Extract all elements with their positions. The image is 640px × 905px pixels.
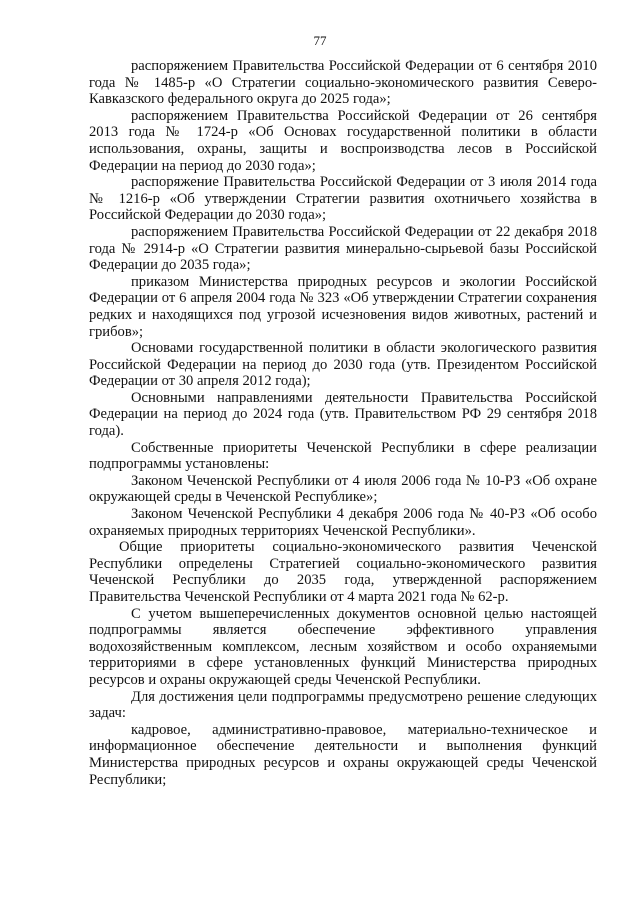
paragraph: Законом Чеченской Республики от 4 июля 2006 года № 10-РЗ «Об охране окружающей среды в Чеченской Республике»; [89,472,597,506]
page-number: 77 [313,33,327,48]
paragraph: Основами государственной политики в области экологического развития Российской Федерации на период до 2030 года (утв. Президентом Российской Федерации от 30 апреля 2012 года); [89,340,597,390]
document-body [89,58,597,788]
paragraph: Общие приоритеты социально-экономического развития Чеченской Республики определены Стратегией социально-экономического развития Чеченской Республики до 2035 года, утвержденной распоряжением Правительства Чеченской Республики от 4 марта 2021 года № 62-р. [89,539,597,605]
paragraph: Для достижения цели подпрограммы предусмотрено решение следующих задач: [89,688,597,722]
paragraph: кадровое, административно-правовое, материально-техническое и информационное обеспечение деятельности и выполнения функций Министерства природных ресурсов и охраны окружающей среды Чеченской Республики; [89,721,597,788]
paragraph: С учетом вышеперечисленных документов основной целью настоящей подпрограммы является обеспечение эффективного управления водохозяйственным комплексом, лесным хозяйством и особо охраняемыми территориями в сфере установленных функций Министерства природных ресурсов и охраны окружающей среды Чеченской Республики. [89,605,597,688]
paragraph: распоряжение Правительства Российской Федерации от 3 июля 2014 года № 1216-р «Об утверждении Стратегии развития охотничьего хозяйства в Российской Федерации до 2030 года»; [89,174,597,224]
paragraph: распоряжением Правительства Российской Федерации от 6 сентября 2010 года № 1485-р «О Стратегии социально-экономического развития Северо-Кавказского федерального округа до 2025 года»; [89,58,597,108]
paragraph: Законом Чеченской Республики 4 декабря 2006 года № 40-РЗ «Об особо охраняемых природных территориях Чеченской Республики». [89,506,597,539]
paragraph: распоряжением Правительства Российской Федерации от 22 декабря 2018 года № 2914-р «О Стратегии развития минерально-сырьевой базы Российской Федерации до 2035 года»; [89,223,597,274]
paragraph: Собственные приоритеты Чеченской Республики в сфере реализации подпрограммы установлены: [89,439,597,473]
paragraph: приказом Министерства природных ресурсов и экологии Российской Федерации от 6 апреля 2004 года № 323 «Об утверждении Стратегии сохранения редких и находящихся под угрозой исчезновения видов животных, растений и грибов»; [89,273,597,340]
paragraph: Основными направлениями деятельности Правительства Российской Федерации на период до 2024 года (утв. Правительством РФ 29 сентября 2018 года). [89,389,597,440]
paragraph: распоряжением Правительства Российской Федерации от 26 сентября 2013 года № 1724-р «Об Основах государственной политики в области использования, охраны, защиты и воспроизводства лесов в Российской Федерации на период до 2030 года»; [89,107,597,174]
